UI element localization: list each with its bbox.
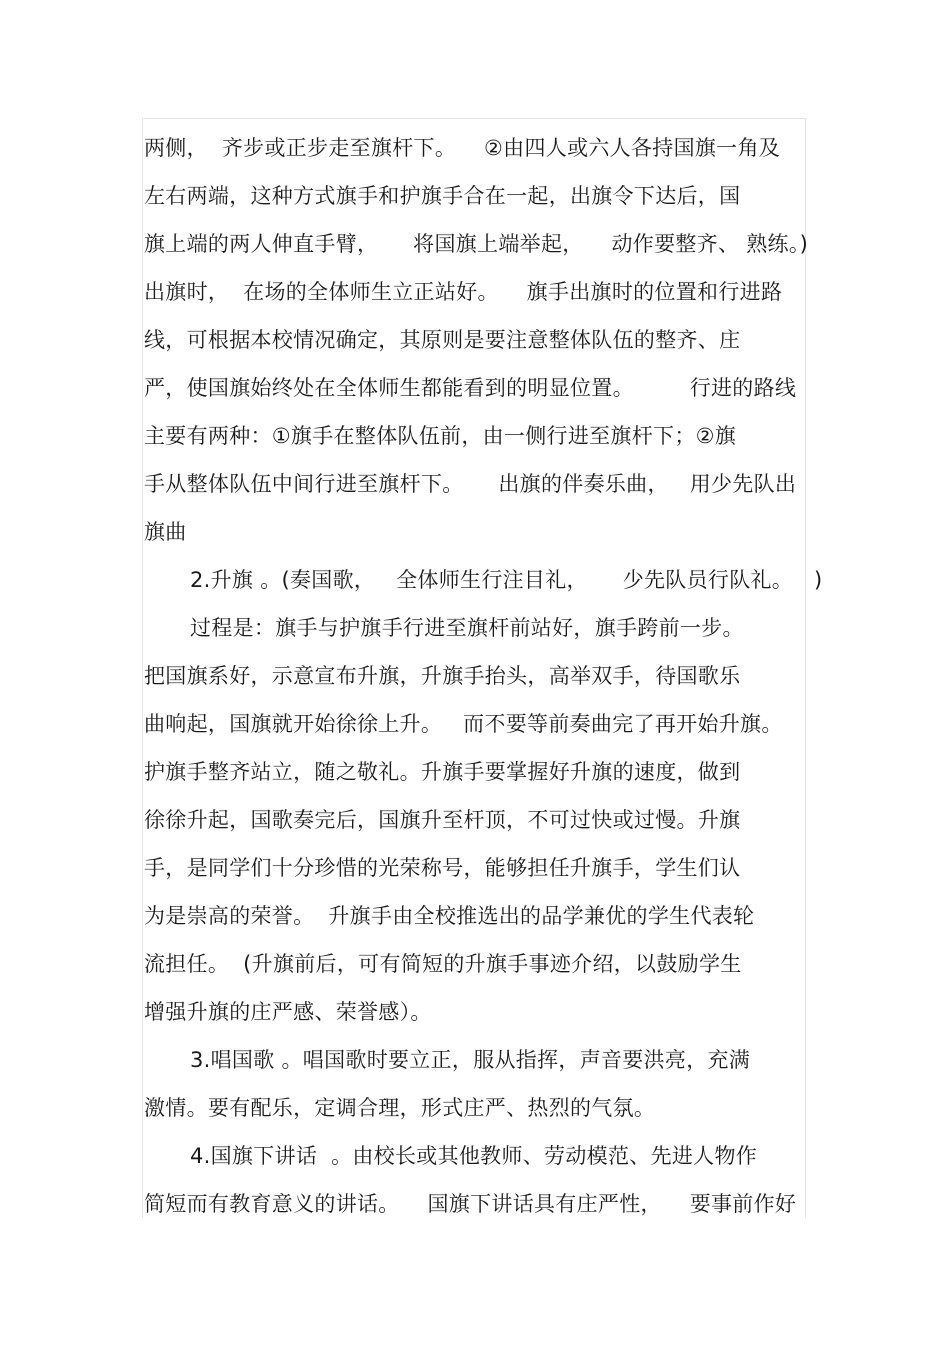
text-line: 出旗时， 在场的全体师生立正站好。 旗手出旗时的位置和行进路 [144, 280, 783, 304]
text-line: 把国旗系好，示意宣布升旗，升旗手抬头，高举双手，待国歌乐 [144, 664, 741, 688]
text-line: 徐徐升起，国歌奏完后，国旗升至杆顶，不可过快或过慢。升旗 [144, 808, 741, 832]
text-line: 主要有两种：①旗手在整体队伍前，由一侧行进至旗杆下；②旗 [144, 424, 737, 448]
text-line: 线，可根据本校情况确定，其原则是要注意整体队伍的整齐、庄 [144, 328, 741, 352]
text-line: 手，是同学们十分珍惜的光荣称号，能够担任升旗手，学生们认 [144, 856, 741, 880]
text-line: 流担任。 (升旗前后，可有简短的升旗手事迹介绍，以鼓励学生 [144, 952, 742, 976]
text-line: 增强升旗的庄严感、荣誉感）。 [144, 1000, 432, 1024]
section-heading-anthem: 3.唱国歌 。唱国歌时要立正，服从指挥，声音要洪亮，充满 [190, 1048, 751, 1072]
text-line: 旗曲 [144, 520, 187, 544]
text-line: 为是崇高的荣誉。 升旗手由全校推选出的品学兼优的学生代表轮 [144, 904, 755, 928]
text-line: 护旗手整齐站立，随之敬礼。升旗手要掌握好升旗的速度，做到 [144, 760, 741, 784]
section-heading-speech: 4.国旗下讲话 。由校长或其他教师、劳动模范、先进人物作 [190, 1144, 758, 1168]
text-line: 两侧， 齐步或正步走至旗杆下。 ②由四人或六人各持国旗一角及 [144, 136, 781, 160]
text-line: 曲响起，国旗就开始徐徐上升。 而不要等前奏曲完了再开始升旗。 [144, 712, 783, 736]
text-line: 旗上端的两人伸直手臂， 将国旗上端举起， 动作要整齐、 熟练。) [144, 232, 809, 256]
section-heading-raise-flag: 2.升旗 。(奏国歌， 全体师生行注目礼， 少先队员行队礼。 ) [190, 568, 823, 592]
text-line: 手从整体队伍中间行进至旗杆下。 出旗的伴奏乐曲， 用少先队出 [144, 472, 797, 496]
text-line: 严，使国旗始终处在全体师生都能看到的明显位置。 行进的路线 [144, 376, 797, 400]
text-line: 激情。要有配乐，定调合理，形式庄严、热烈的气氛。 [144, 1096, 656, 1120]
text-line: 简短而有教育意义的讲话。 国旗下讲话具有庄严性， 要事前作好 [144, 1192, 797, 1216]
text-line: 左右两端，这种方式旗手和护旗手合在一起，出旗令下达后，国 [144, 184, 741, 208]
text-line: 过程是：旗手与护旗手行进至旗杆前站好，旗手跨前一步。 [190, 616, 744, 640]
